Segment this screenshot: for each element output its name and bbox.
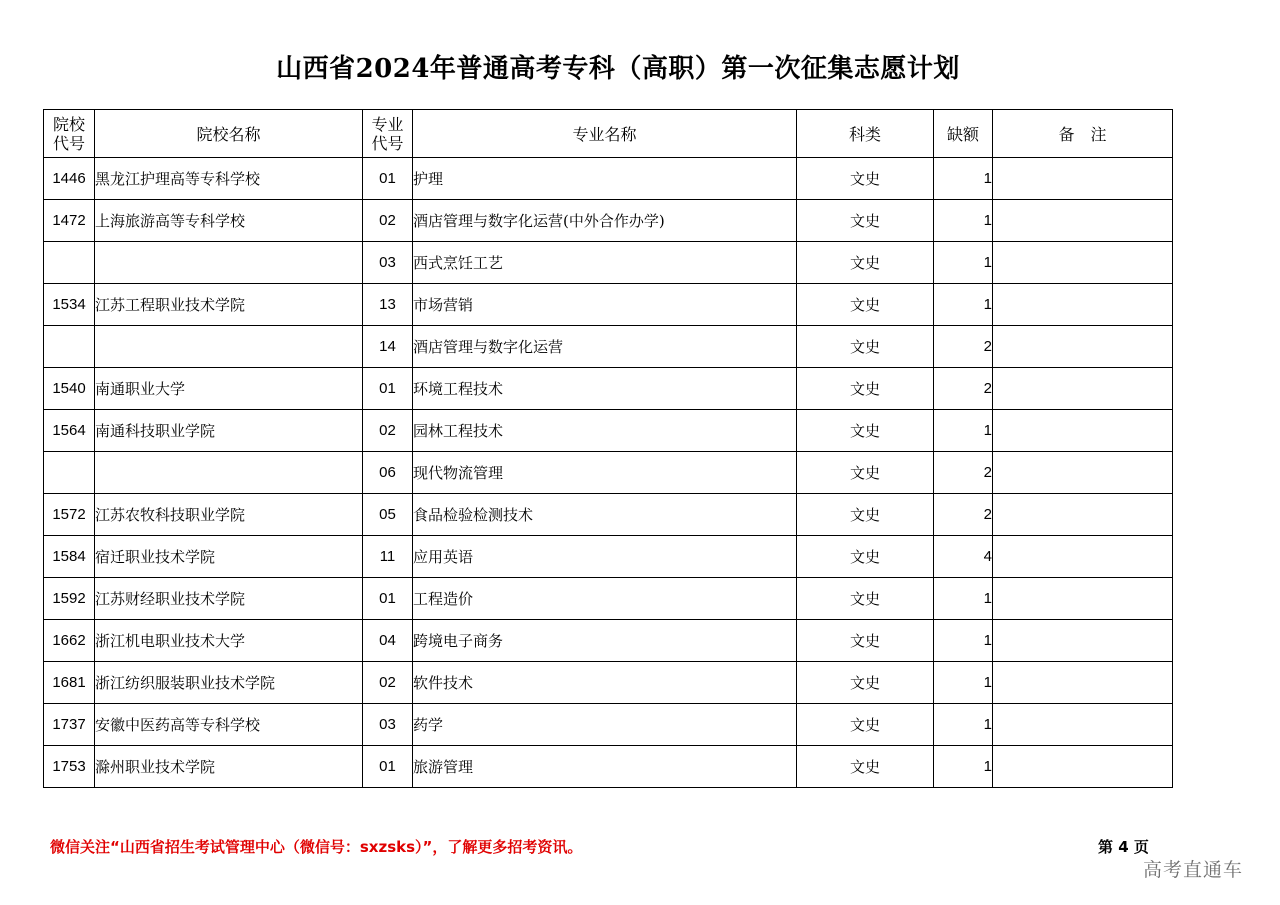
cell-remarks [993, 704, 1173, 746]
cell-remarks [993, 452, 1173, 494]
cell-major-code: 01 [363, 368, 413, 410]
header-remarks: 备 注 [993, 110, 1173, 158]
cell-category: 文史 [797, 746, 934, 788]
table-row [44, 704, 1173, 746]
watermark: 高考直通车 [1143, 859, 1244, 881]
table-body [44, 158, 1173, 788]
cell-school-code: 1681 [44, 662, 95, 704]
cell-category: 文史 [797, 368, 934, 410]
cell-category: 文史 [797, 242, 934, 284]
cell-category: 文史 [797, 578, 934, 620]
cell-school-code: 1472 [44, 200, 95, 242]
cell-school-name [95, 452, 363, 494]
header-vacancies: 缺额 [934, 110, 993, 158]
cell-major-name: 软件技术 [413, 662, 797, 704]
cell-school-name: 浙江机电职业技术大学 [95, 620, 363, 662]
cell-major-name: 园林工程技术 [413, 410, 797, 452]
cell-category: 文史 [797, 200, 934, 242]
cell-major-name: 跨境电子商务 [413, 620, 797, 662]
cell-vacancies: 2 [934, 452, 993, 494]
cell-category: 文史 [797, 536, 934, 578]
cell-school-name: 宿迁职业技术学院 [95, 536, 363, 578]
cell-major-name: 市场营销 [413, 284, 797, 326]
cell-major-code: 01 [363, 746, 413, 788]
cell-school-name: 滁州职业技术学院 [95, 746, 363, 788]
cell-major-code: 06 [363, 452, 413, 494]
cell-school-name [95, 326, 363, 368]
cell-school-code [44, 452, 95, 494]
cell-school-code: 1572 [44, 494, 95, 536]
cell-school-name: 安徽中医药高等专科学校 [95, 704, 363, 746]
cell-school-code: 1753 [44, 746, 95, 788]
cell-major-name: 食品检验检测技术 [413, 494, 797, 536]
cell-category: 文史 [797, 452, 934, 494]
cell-vacancies: 1 [934, 620, 993, 662]
cell-remarks [993, 578, 1173, 620]
footer-wechat-note: 微信关注“山西省招生考试管理中心（微信号：sxzsks）”，了解更多招考资讯。 [50, 838, 583, 856]
cell-category: 文史 [797, 704, 934, 746]
cell-major-name: 工程造价 [413, 578, 797, 620]
table-header-row [44, 110, 1173, 158]
cell-remarks [993, 368, 1173, 410]
cell-vacancies: 1 [934, 578, 993, 620]
cell-major-code: 02 [363, 200, 413, 242]
cell-major-code: 13 [363, 284, 413, 326]
cell-school-code: 1584 [44, 536, 95, 578]
cell-vacancies: 1 [934, 158, 993, 200]
table-row [44, 578, 1173, 620]
table-row [44, 242, 1173, 284]
cell-category: 文史 [797, 620, 934, 662]
header-school-name: 院校名称 [95, 110, 363, 158]
cell-school-name: 南通科技职业学院 [95, 410, 363, 452]
cell-vacancies: 2 [934, 368, 993, 410]
cell-remarks [993, 326, 1173, 368]
cell-school-code: 1564 [44, 410, 95, 452]
cell-remarks [993, 536, 1173, 578]
cell-major-name: 旅游管理 [413, 746, 797, 788]
cell-major-name: 应用英语 [413, 536, 797, 578]
cell-school-name: 浙江纺织服装职业技术学院 [95, 662, 363, 704]
table-row [44, 326, 1173, 368]
cell-category: 文史 [797, 158, 934, 200]
page-number: 第 4 页 [1098, 838, 1149, 856]
cell-major-code: 02 [363, 410, 413, 452]
cell-school-name: 黑龙江护理高等专科学校 [95, 158, 363, 200]
cell-remarks [993, 410, 1173, 452]
page-title: 山西省2024年普通高考专科（高职）第一次征集志愿计划 [276, 54, 960, 84]
table-row [44, 158, 1173, 200]
cell-school-code: 1534 [44, 284, 95, 326]
table-row [44, 536, 1173, 578]
cell-major-code: 04 [363, 620, 413, 662]
cell-school-code: 1737 [44, 704, 95, 746]
cell-vacancies: 1 [934, 242, 993, 284]
cell-remarks [993, 746, 1173, 788]
table-row [44, 200, 1173, 242]
cell-vacancies: 1 [934, 704, 993, 746]
cell-school-code: 1446 [44, 158, 95, 200]
header-school-code-line1: 院校 [52, 114, 85, 134]
header-major-name: 专业名称 [413, 110, 797, 158]
cell-school-code: 1662 [44, 620, 95, 662]
table-row [44, 284, 1173, 326]
header-major-code-line1: 专业 [371, 114, 404, 134]
cell-remarks [993, 662, 1173, 704]
cell-major-name: 酒店管理与数字化运营 [413, 326, 797, 368]
cell-category: 文史 [797, 284, 934, 326]
cell-vacancies: 2 [934, 494, 993, 536]
cell-major-name: 西式烹饪工艺 [413, 242, 797, 284]
cell-school-name: 江苏工程职业技术学院 [95, 284, 363, 326]
header-major-code [363, 110, 413, 158]
cell-category: 文史 [797, 662, 934, 704]
cell-major-code: 02 [363, 662, 413, 704]
cell-vacancies: 2 [934, 326, 993, 368]
cell-remarks [993, 242, 1173, 284]
cell-vacancies: 1 [934, 284, 993, 326]
cell-school-code: 1540 [44, 368, 95, 410]
cell-category: 文史 [797, 326, 934, 368]
header-school-code-line2: 代号 [52, 133, 85, 153]
cell-school-name: 南通职业大学 [95, 368, 363, 410]
cell-major-code: 05 [363, 494, 413, 536]
table-row [44, 746, 1173, 788]
cell-school-code [44, 326, 95, 368]
cell-major-code: 01 [363, 578, 413, 620]
cell-remarks [993, 200, 1173, 242]
cell-major-code: 11 [363, 536, 413, 578]
cell-major-name: 环境工程技术 [413, 368, 797, 410]
cell-major-name: 现代物流管理 [413, 452, 797, 494]
cell-major-name: 酒店管理与数字化运营(中外合作办学) [413, 200, 797, 242]
cell-major-code: 03 [363, 242, 413, 284]
header-school-code [44, 110, 95, 158]
cell-school-name: 江苏农牧科技职业学院 [95, 494, 363, 536]
cell-vacancies: 4 [934, 536, 993, 578]
table-row [44, 368, 1173, 410]
cell-remarks [993, 620, 1173, 662]
header-category: 科类 [797, 110, 934, 158]
header-major-code-line2: 代号 [371, 133, 404, 153]
cell-category: 文史 [797, 494, 934, 536]
enrollment-plan-table [43, 109, 1173, 788]
table-row [44, 452, 1173, 494]
cell-school-name [95, 242, 363, 284]
cell-school-name: 上海旅游高等专科学校 [95, 200, 363, 242]
cell-school-name: 江苏财经职业技术学院 [95, 578, 363, 620]
cell-remarks [993, 494, 1173, 536]
table-row [44, 410, 1173, 452]
table-row [44, 662, 1173, 704]
cell-vacancies: 1 [934, 410, 993, 452]
table-row [44, 494, 1173, 536]
cell-category: 文史 [797, 410, 934, 452]
cell-remarks [993, 284, 1173, 326]
cell-major-name: 药学 [413, 704, 797, 746]
cell-vacancies: 1 [934, 200, 993, 242]
cell-major-code: 03 [363, 704, 413, 746]
cell-school-code: 1592 [44, 578, 95, 620]
cell-school-code [44, 242, 95, 284]
cell-vacancies: 1 [934, 746, 993, 788]
cell-remarks [993, 158, 1173, 200]
cell-major-code: 01 [363, 158, 413, 200]
cell-vacancies: 1 [934, 662, 993, 704]
cell-major-code: 14 [363, 326, 413, 368]
table-row [44, 620, 1173, 662]
cell-major-name: 护理 [413, 158, 797, 200]
